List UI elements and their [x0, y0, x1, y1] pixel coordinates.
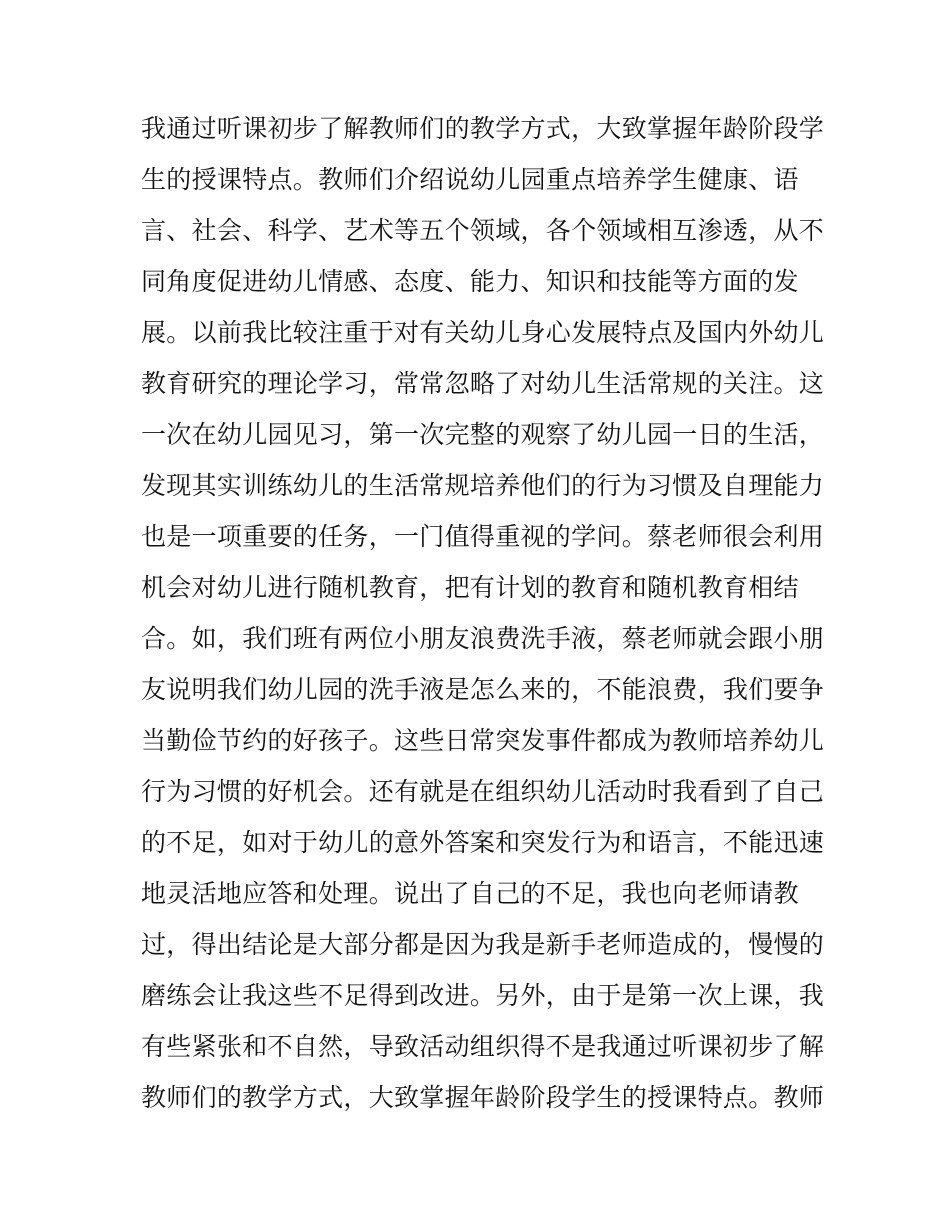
text-line: 也是一项重要的任务，一门值得重视的学问。蔡老师很会利用	[141, 522, 825, 551]
text-line: 磨练会让我这些不足得到改进。另外，由于是第一次上课，我	[141, 981, 825, 1010]
text-line: 教师们的教学方式，大致掌握年龄阶段学生的授课特点。教师	[141, 1083, 825, 1112]
text-line: 生的授课特点。教师们介绍说幼儿园重点培养学生健康、语	[141, 165, 799, 194]
text-line: 机会对幼儿进行随机教育，把有计划的教育和随机教育相结	[141, 573, 799, 602]
text-line: 同角度促进幼儿情感、态度、能力、知识和技能等方面的发	[141, 267, 799, 296]
text-line: 展。以前我比较注重于对有关幼儿身心发展特点及国内外幼儿	[141, 318, 825, 347]
text-line: 行为习惯的好机会。还有就是在组织幼儿活动时我看到了自己	[141, 777, 825, 806]
text-line: 言、社会、科学、艺术等五个领域，各个领域相互渗透，从不	[141, 216, 825, 245]
text-line: 友说明我们幼儿园的洗手液是怎么来的，不能浪费，我们要争	[141, 675, 825, 704]
text-line: 一次在幼儿园见习，第一次完整的观察了幼儿园一日的生活，	[141, 420, 825, 449]
text-line: 我通过听课初步了解教师们的教学方式，大致掌握年龄阶段学	[141, 114, 825, 143]
body-text	[141, 109, 825, 1129]
text-line: 过，得出结论是大部分都是因为我是新手老师造成的，慢慢的	[141, 930, 825, 959]
text-line: 当勤俭节约的好孩子。这些日常突发事件都成为教师培养幼儿	[141, 726, 825, 755]
text-line: 合。如，我们班有两位小朋友浪费洗手液，蔡老师就会跟小朋	[141, 624, 825, 653]
text-line: 的不足，如对于幼儿的意外答案和突发行为和语言，不能迅速	[141, 828, 825, 857]
text-line: 地灵活地应答和处理。说出了自己的不足，我也向老师请教	[141, 879, 799, 908]
text-line: 发现其实训练幼儿的生活常规培养他们的行为习惯及自理能力	[141, 471, 825, 500]
text-line: 有些紧张和不自然，导致活动组织得不是我通过听课初步了解	[141, 1032, 825, 1061]
text-line: 教育研究的理论学习，常常忽略了对幼儿生活常规的关注。这	[141, 369, 825, 398]
